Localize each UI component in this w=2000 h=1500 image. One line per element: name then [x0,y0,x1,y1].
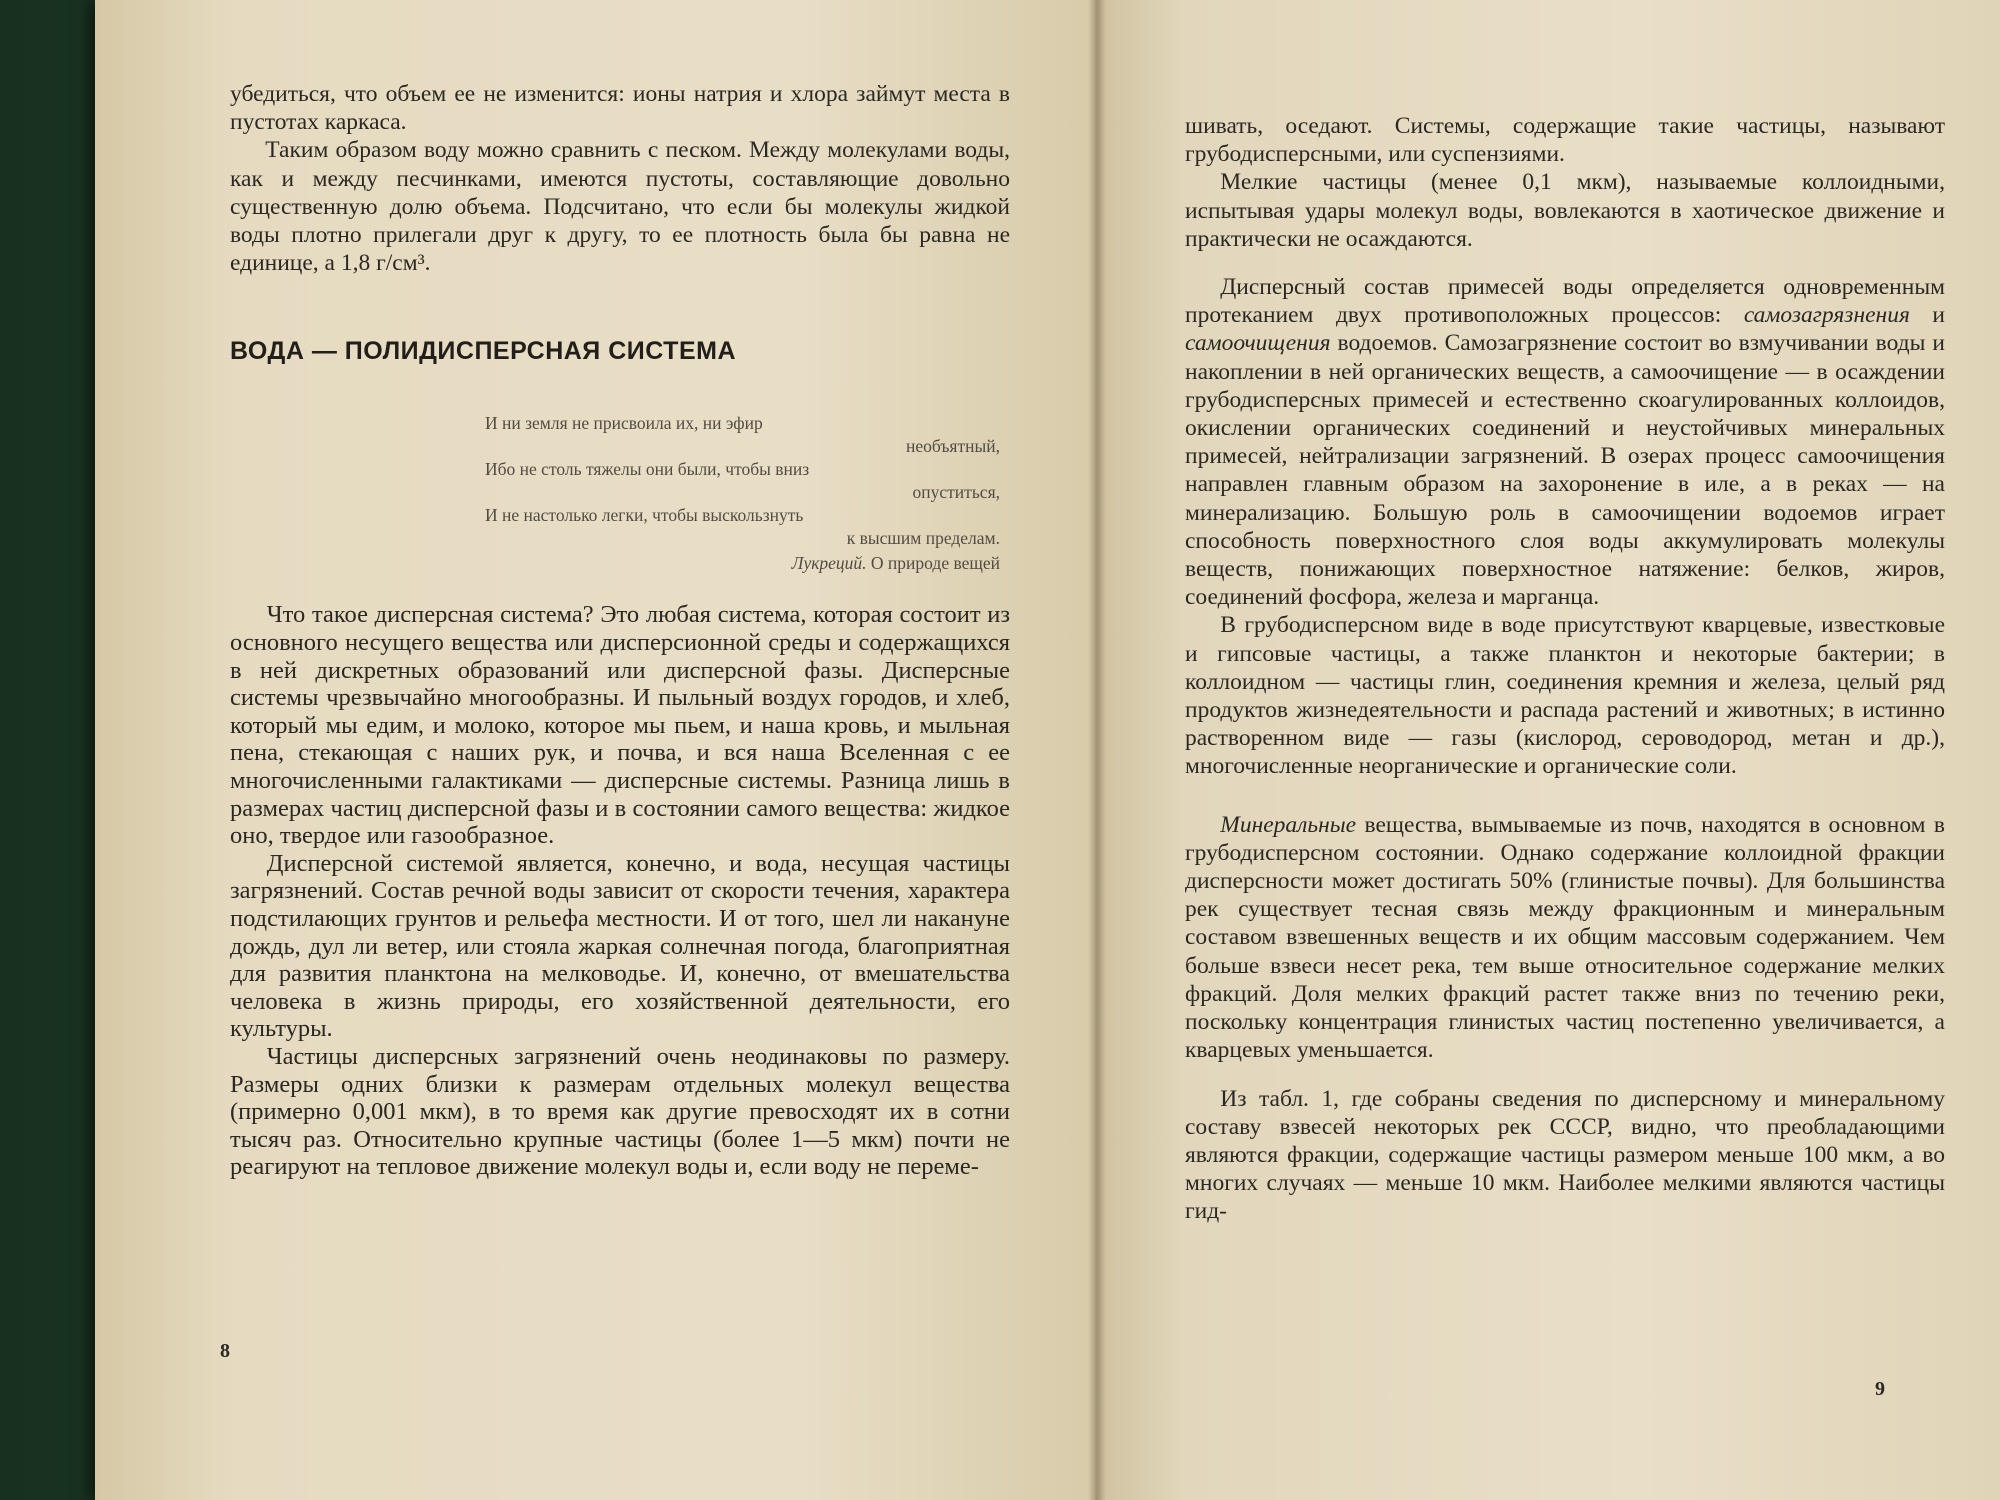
left-page-text [230,80,1010,1181]
paragraph-continuation: шивать, оседают. Системы, содержащие такие частицы, называют грубодисперсными, или суспензиями. [1185,113,1945,168]
epigraph-line: Ибо не столь тяжелы они были, чтобы вниз [485,459,810,480]
epigraph-attribution [485,552,1000,575]
paragraph-body: Частицы дисперсных загрязнений очень неодинаковы по размеру. Размеры одних близки к размерам отдельных молекул вещества (примерно 0,001 мкм), в то время как другие превосходят их в сотни тысяч раз. Относительно крупные частицы (более 1—5 мкм) почти не реагируют на тепловое движение молекул воды и, если воду не переме- [230,1042,1010,1181]
section-title: ВОДА — ПОЛИДИСПЕРСНАЯ СИСТЕМА [230,337,736,366]
paragraph-body: Мелкие частицы (менее 0,1 мкм), называемые коллоидными, испытывая удары молекул воды, вовлекаются в хаотическое движение и практически не осаждаются. [1185,169,1945,252]
emphasis-term: самозагрязнения [1743,302,1910,329]
paragraph-body: Дисперсной системой является, конечно, и вода, несущая частицы загрязнений. Состав речной воды зависит от скорости течения, характера подстилающих грунтов и рельефа местности. И от того, шел ли накануне дождь, дул ли ветер, или стояла жаркая солнечная погода, благоприятная для развития планктона на мелководье. И, конечно, от вмешательства человека в жизнь природы, его хозяйственной деятельности, его культуры. [230,849,1010,1043]
book-spine [1088,0,1106,1500]
epigraph-line: к высшим пределам. [846,528,1000,549]
left-body [230,601,1010,1180]
emphasis-term: самоочищения [1185,330,1331,357]
text-span: вещества, вымываемые из почв, находятся в основном в грубодисперсном состоянии. Однако содержание коллоидной фракции дисперсности может достигать 50% (глинистые почвы). Для большинства рек существует тесная связь между фракционным и минеральным составом взвешенных веществ и их общим массовым содержанием. Чем больше взвеси несет река, тем выше относительное содержание мелких фракций. Доля мелких фракций растет также вниз по течению реки, поскольку концентрация глинистых частиц постепенно увеличивается, а кварцевых уменьшается. [1185,811,1945,1064]
text-span: водоемов. Самозагрязнение состоит во взмучивании воды и накоплении в ней органических веществ, а самоочищение — в осаждении грубодисперсных примесей и естественно скоагулированных коллоидов, окислении органических соединений и неустойчивых минеральных примесей, нейтрализации загрязнений. В озерах процесс самоочищения направлен главным образом на захоронение в иле, а в реках — на минерализацию. Большую роль в самоочищении водоемов играет способность поверхностного слоя воды аккумулировать молекулы веществ, понижающих поверхностное натяжение: белков, жиров, соединений фосфора, железа и марганца. [1185,330,1946,611]
epigraph-line: И не настолько легки, чтобы выскользнуть [485,505,804,526]
epigraph-source: О природе вещей [870,553,1000,574]
paragraph-body: Что такое дисперсная система? Это любая система, которая состоит из основного несущего вещества или дисперсионной среды и содержащихся в ней дискретных образований или дисперсной фазы. Дисперсные системы чрезвычайно многообразны. И пыльный воздух городов, и хлеб, который мы едим, и молоко, которое мы пьем, и наша кровь, и мыльная пена, стекающая с наших рук, и почва, и вся наша Вселенная с ее многочисленными галактиками — дисперсные системы. Разница лишь в размерах частиц дисперсной фазы и в состоянии самого вещества: жидкое оно, твердое или газообразное. [230,601,1010,850]
epigraph [485,412,1000,575]
text-span: Дисперсный состав примесей воды определяется одновременным протеканием двух противоположных процессов: [1185,274,1945,329]
emphasis-term: Минеральные [1220,811,1357,838]
paragraph-body [1185,273,1945,611]
paragraph-body [1185,811,1945,1065]
text-span: и [1932,302,1945,329]
paragraph-intro-2: Таким образом воду можно сравнить с песком. Между молекулами воды, как и между песчинками, имеются пустоты, составляющие довольно существенную долю объема. Подсчитано, что если бы молекулы жидкой воды плотно прилегали друг к другу, то ее плотность была бы равна не единице, а 1,8 г/см³. [230,137,1010,277]
epigraph-line: И ни земля не присвоила их, ни эфир [485,413,763,434]
right-page [1095,0,2000,1500]
epigraph-line: опуститься, [912,482,1000,503]
epigraph-author: Лукреций. [791,553,867,574]
paragraph-intro-1: убедиться, что объем ее не изменится: ионы натрия и хлора займут места в пустотах каркаса. [230,81,1010,136]
right-page-text [1185,112,1945,1226]
page-number: 9 [1875,1378,1885,1400]
page-number: 8 [220,1340,230,1362]
paragraph-body: В грубодисперсном виде в воде присутствуют кварцевые, известковые и гипсовые частицы, а также планктон и некоторые бактерии; в коллоидном — частицы глин, соединения кремния и железа, целый ряд продуктов жизнедеятельности и распада растений и животных; в истинно растворенном виде — газы (кислород, сероводород, метан и др.), многочисленные неорганические и органические соли. [1185,612,1945,780]
epigraph-line: необъятный, [906,436,1000,457]
paragraph-body: Из табл. 1, где собраны сведения по дисперсному и минеральному составу взвесей некоторых рек СССР, видно, что преобладающими являются фракции, содержащие частицы размером меньше 100 мкм, а во многих случаях — меньше 10 мкм. Наиболее мелкими являются частицы гид- [1185,1085,1945,1225]
left-page [95,0,1095,1500]
